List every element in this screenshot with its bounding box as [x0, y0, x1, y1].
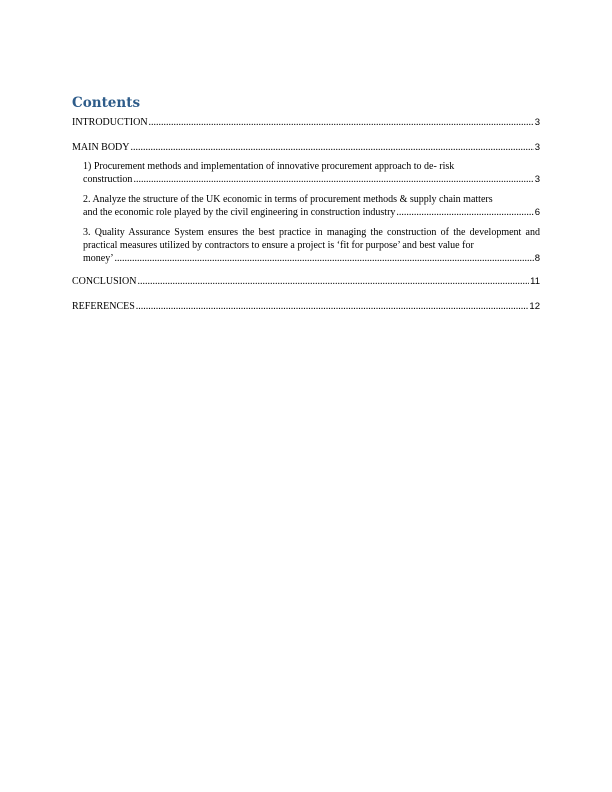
toc-page-number: 3 [534, 117, 540, 128]
toc-entry-title: CONCLUSION [72, 276, 137, 287]
toc-entry-title-continued: money’ [83, 253, 114, 264]
toc-entry-introduction[interactable] [72, 116, 540, 129]
toc-page-number: 6 [534, 207, 540, 218]
toc-entry-main-body[interactable] [72, 141, 540, 154]
toc-page-number: 11 [530, 276, 540, 287]
toc-page-number: 3 [534, 174, 540, 185]
toc-entry-title: 3. Quality Assurance System ensures the best practice in managing the construction of the development and practical measures utilized by contractors to ensure a project is ‘fit for purpose’ and best value for [83, 227, 540, 251]
dot-leader [396, 206, 533, 219]
dot-leader [133, 173, 533, 186]
toc-entry-title: 1) Procurement methods and implementation of innovative procurement approach to de- risk [83, 161, 455, 172]
toc-entry-references[interactable] [72, 300, 540, 313]
dot-leader [137, 275, 529, 288]
dot-leader [136, 300, 529, 313]
toc-heading: Contents [72, 95, 141, 111]
toc-entry-title: INTRODUCTION [72, 117, 148, 128]
table-of-contents [72, 116, 540, 325]
toc-entry-quality-assurance[interactable] [83, 226, 540, 265]
toc-entry-title-continued: construction [83, 174, 133, 185]
toc-entry-title: MAIN BODY [72, 142, 130, 153]
toc-page-number: 3 [534, 142, 540, 153]
toc-entry-conclusion[interactable] [72, 275, 540, 288]
dot-leader [149, 116, 534, 129]
toc-entry-title: REFERENCES [72, 301, 135, 312]
toc-entry-uk-economic-structure[interactable] [83, 193, 540, 219]
toc-entry-title-continued: and the economic role played by the civil engineering in construction industry [83, 207, 396, 218]
toc-entry-title: 2. Analyze the structure of the UK economic in terms of procurement methods & supply chain matters [83, 194, 493, 205]
dot-leader [131, 141, 534, 154]
toc-page-number: 8 [534, 253, 540, 264]
dot-leader [115, 252, 534, 265]
toc-page-number: 12 [529, 301, 540, 312]
toc-entry-procurement-methods[interactable] [83, 160, 540, 186]
